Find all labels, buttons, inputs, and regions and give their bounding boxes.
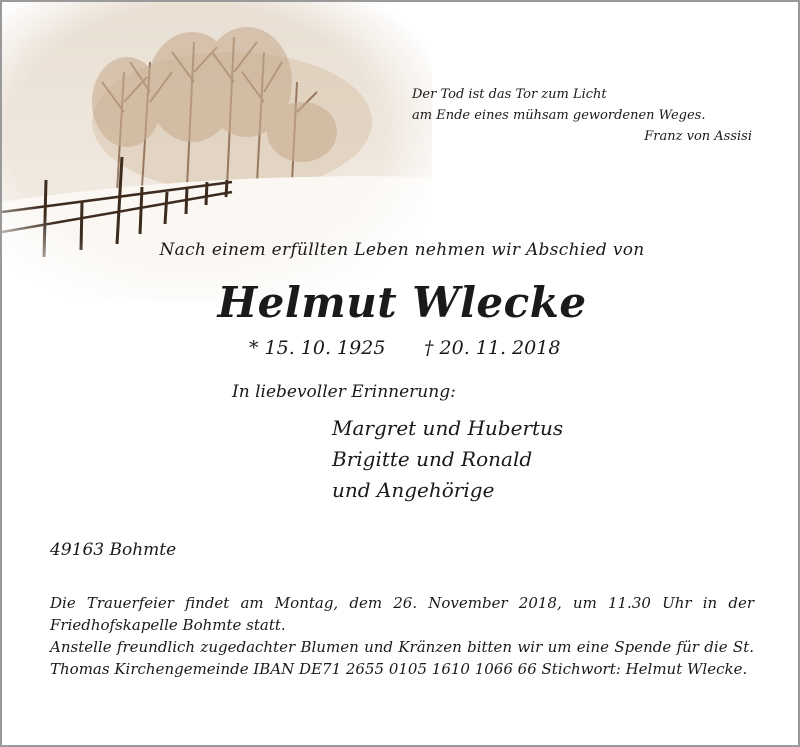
donation-info: Anstelle freundlich zugedachter Blumen und Kränzen bitten wir um eine Spende für die St. Thomas Kirchengemeinde IBAN DE71 2655 0105 1610 1066 66 Stichwort: Helmut Wlecke. — [50, 638, 754, 678]
funeral-info: Die Trauerfeier findet am Montag, dem 26. November 2018, um 11.30 Uhr in der Friedhofskapelle Bohmte statt. — [50, 594, 754, 634]
mourner-entry: Margret und Hubertus — [332, 416, 564, 440]
quote-line: am Ende eines mühsam gewordenen Weges. — [412, 108, 706, 123]
quote-block — [412, 84, 757, 147]
mourner-entry: und Angehörige — [332, 478, 495, 502]
birth-date: * 15. 10. 1925 — [249, 337, 386, 359]
deceased-name: Helmut Wlecke — [217, 278, 587, 327]
funeral-notice — [50, 592, 754, 680]
death-date: † 20. 11. 2018 — [424, 337, 561, 359]
quote-author: Franz von Assisi — [644, 129, 752, 144]
memory-label: In liebevoller Erinnerung: — [232, 382, 456, 402]
quote-line: Der Tod ist das Tor zum Licht — [412, 87, 607, 102]
farewell-intro: Nach einem erfüllten Leben nehmen wir Abschied von — [159, 240, 645, 260]
mourner-entry: Brigitte und Ronald — [332, 447, 533, 471]
location: 49163 Bohmte — [50, 540, 177, 560]
mourners-list — [332, 413, 563, 506]
